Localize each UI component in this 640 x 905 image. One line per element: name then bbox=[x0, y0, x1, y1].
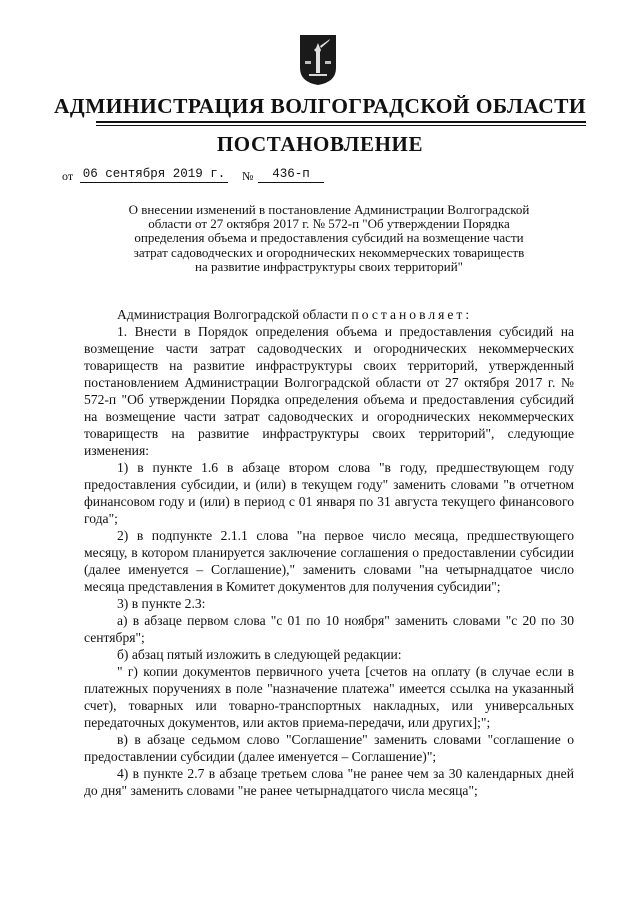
date-number-row bbox=[62, 166, 362, 186]
header-rule-thin bbox=[96, 125, 586, 126]
subject-line: области от 27 октября 2017 г. № 572-п "Об утверждении Порядка bbox=[148, 216, 510, 232]
document-body bbox=[84, 306, 574, 799]
document-subject bbox=[84, 203, 574, 274]
body-paragraph: 1. Внести в Порядок определения объема и предоставления субсидий на возмещение части затрат садоводческих и огороднических некоммерческих товариществ на развитие инфраструктуры своих территорий, утвержденный постановлением Администрации Волгоградской области от 27 октября 2017 г. № 572-п "Об утверждении Порядка определения объема и предоставления субсидий на возмещение части затрат садоводческих и огороднических некоммерческих товариществ на развитие инфраструктуры своих территорий", следующие изменения: bbox=[84, 324, 574, 458]
body-paragraph: 2) в подпункте 2.1.1 слова "на первое число месяца, предшествующего месяцу, в котором планируется заключение соглашения о предоставлении субсидии (далее именуется – Соглашение)," заменить словами "на четырнадцатое число месяца представления в Комитет документов для получения субсидии"; bbox=[84, 528, 574, 594]
subject-line: на развитие инфраструктуры своих территорий" bbox=[195, 258, 463, 274]
body-paragraph: 4) в пункте 2.7 в абзаце третьем слова "не ранее чем за 30 календарных дней до дня" заменить словами "не ранее четырнадцатого числа месяца"; bbox=[84, 766, 574, 798]
header-rule-thick bbox=[96, 121, 586, 123]
intro-text: Администрация Волгоградской области bbox=[117, 307, 349, 322]
subject-line: затрат садоводческих и огороднических некоммерческих товариществ bbox=[133, 244, 525, 260]
intro-resolves: постановляет: bbox=[351, 307, 473, 322]
body-paragraph: " г) копии документов первичного учета [счетов на оплату (в случае если в платежных поручениях в поле "назначение платежа" имеется ссылка на указанный счет), товарных или товарно-транспортных накладных, или универсальных передаточных документов, или актов приема-передачи, или других];"; bbox=[84, 664, 574, 730]
number-value: 436-п bbox=[258, 167, 324, 183]
document-type: ПОСТАНОВЛЕНИЕ bbox=[216, 132, 424, 156]
body-paragraph: б) абзац пятый изложить в следующей редакции: bbox=[117, 647, 402, 662]
subject-line: О внесении изменений в постановление Администрации Волгоградской bbox=[128, 202, 530, 217]
org-title: АДМИНИСТРАЦИЯ ВОЛГОГРАДСКОЙ ОБЛАСТИ bbox=[53, 94, 587, 118]
body-paragraph: в) в абзаце седьмом слово "Соглашение" заменить словами "соглашение о предоставлении субсидии (далее именуется – Соглашение)"; bbox=[84, 732, 574, 764]
intro-paragraph bbox=[84, 306, 574, 323]
body-paragraph: 3) в пункте 2.3: bbox=[117, 596, 206, 611]
subject-line: определения объема и предоставления субсидий на возмещение части bbox=[134, 230, 524, 246]
number-label: № bbox=[242, 169, 254, 183]
date-label: от bbox=[62, 169, 74, 183]
body-paragraph: 1) в пункте 1.6 в абзаце втором слова "в году, предшествующем году предоставления субсидии, и (или) в текущем году" заменить словами "в отчетном финансовом году и (или) в период с 01 января по 31 августа текущего финансового года"; bbox=[84, 460, 574, 526]
date-value: 06 сентября 2019 г. bbox=[80, 167, 228, 183]
coat-of-arms-icon bbox=[299, 34, 337, 86]
body-paragraph: а) в абзаце первом слова "с 01 по 10 ноября" заменить словами "с 20 по 30 сентября"; bbox=[84, 613, 574, 645]
